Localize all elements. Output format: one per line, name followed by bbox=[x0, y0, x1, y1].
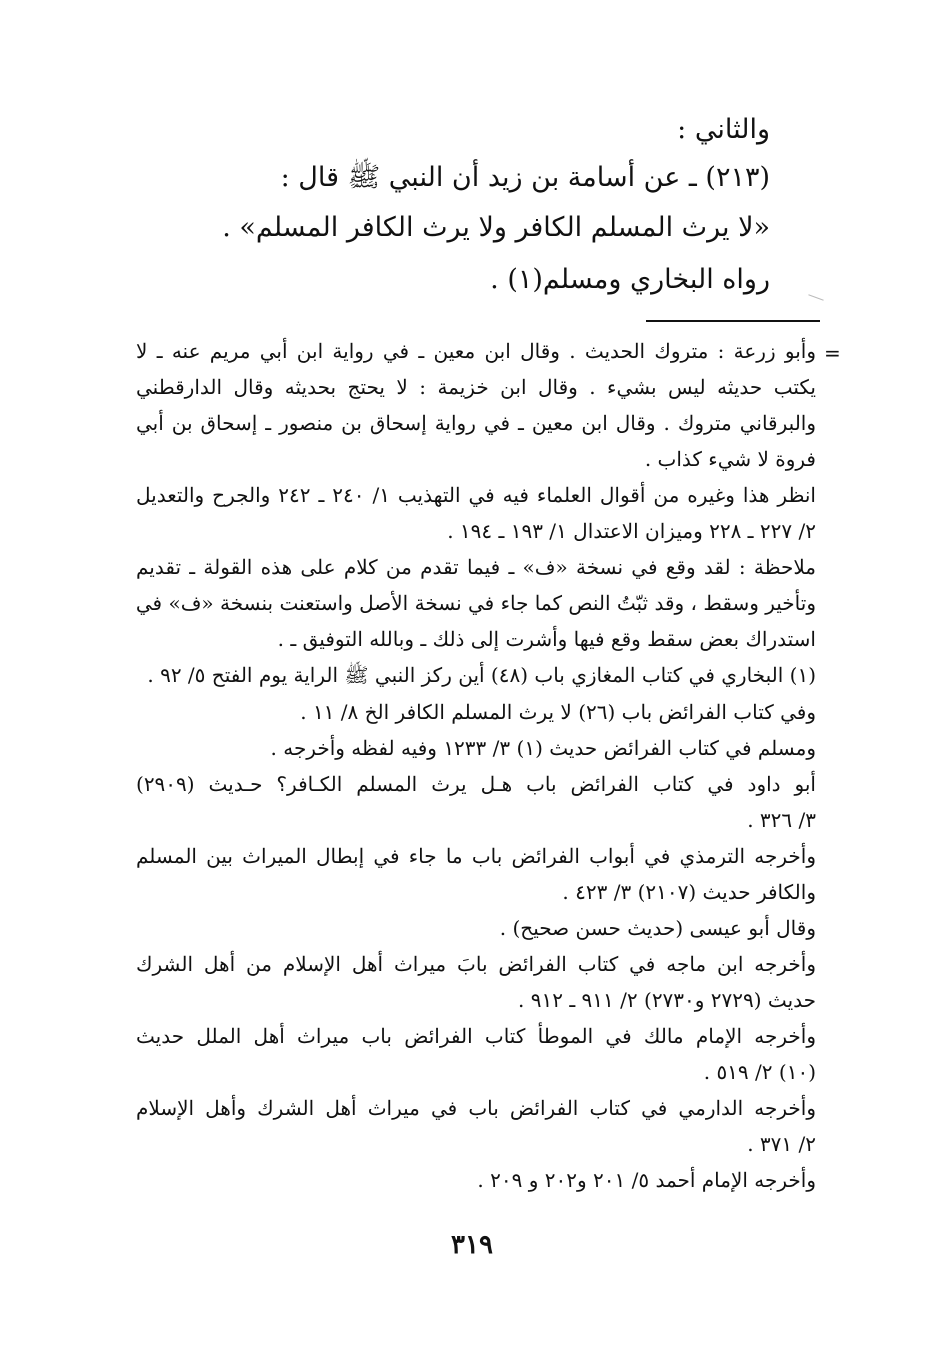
footnote-1-line: حديث (٢٧٢٩ و٢٧٣٠) ٢/ ٩١١ ـ ٩١٢ . bbox=[518, 988, 816, 1012]
section-heading: والثاني : bbox=[677, 114, 770, 145]
footnote-line: ٢/ ٢٢٧ ـ ٢٢٨ وميزان الاعتدال ١/ ١٩٣ ـ ١٩٤ . bbox=[447, 519, 816, 543]
footnote-1-line: وفي كتاب الفرائض باب (٢٦) لا يرث المسلم الكافر الخ ٨/ ١١ . bbox=[300, 700, 816, 724]
footnote-1-line: ٢/ ٣٧١ . bbox=[747, 1132, 816, 1156]
footnote-1-line: وقال أبو عيسى (حديث حسن صحيح) . bbox=[499, 916, 816, 940]
footnote-line: استدراك بعض سقط وقع فيها وأشرت إلى ذلك ـ وبالله التوفيق ـ . bbox=[277, 627, 816, 651]
hadith-text: «لا يرث المسلم الكافر ولا يرث الكافر المسلم» . bbox=[222, 212, 770, 243]
footnote-line: والبرقاني متروك . وقال ابن معين ـ في رواية إسحاق بن منصور ـ إسحاق بن أبي bbox=[136, 411, 816, 435]
footnote-line: انظر هذا وغيره من أقوال العلماء فيه في التهذيب ١/ ٢٤٠ ـ ٢٤٢ والجرح والتعديل bbox=[136, 483, 816, 507]
page-number: ٣١٩ bbox=[451, 1230, 493, 1260]
footnote-line: وتأخير وسقط ، وقد ثبّتُ النص كما جاء في نسخة الأصل واستعنت بنسخة «ف» في bbox=[135, 591, 816, 615]
footnote-1-line: وأخرجه الترمذي في أبواب الفرائض باب ما جاء في إبطال الميراث بين المسلم bbox=[136, 844, 816, 868]
footnote-1-line: ومسلم في كتاب الفرائض حديث (١) ٣/ ١٢٣٣ وفيه لفظه وأخرجه . bbox=[270, 736, 816, 760]
footnote-1-line: وأخرجه ابن ماجه في كتاب الفرائض بابَ ميراث أهل الإسلام من أهل الشرك bbox=[136, 952, 816, 976]
continuation-mark: = bbox=[824, 341, 841, 365]
page-mark bbox=[808, 294, 823, 300]
footnote-divider bbox=[646, 320, 820, 322]
footnote-1-line: وأخرجه الإمام مالك في الموطأ كتاب الفرائض باب ميراث أهل الملل حديث bbox=[136, 1024, 816, 1048]
hadith-intro: (٢١٣) ـ عن أسامة بن زيد أن النبي ﷺ قال : bbox=[280, 162, 770, 193]
footnote-1-line: والكافر حديث (٢١٠٧) ٣/ ٤٢٣ . bbox=[562, 880, 816, 904]
footnote-1-line: (١) البخاري في كتاب المغازي باب (٤٨) أين ركز النبي ﷺ الراية يوم الفتح ٥/ ٩٢ . bbox=[147, 663, 816, 687]
narrator-line: رواه البخاري ومسلم(١) . bbox=[490, 264, 770, 295]
footnote-1-line: وأخرجه الدارمي في كتاب الفرائض باب في ميراث أهل الشرك وأهل الإسلام bbox=[136, 1096, 816, 1120]
footnote-line: فروة لا شيء كذاب . bbox=[644, 447, 816, 471]
footnote-1-line: وأخرجه الإمام أحمد ٥/ ٢٠١ و٢٠٢ و ٢٠٩ . bbox=[477, 1168, 816, 1192]
footnote-1-line: أبو داود في كتاب الفرائض باب هـل يرث المسلم الكـافر؟ حـديث (٢٩٠٩) bbox=[136, 772, 816, 796]
footnote-line: ملاحظة : لقد وقع في نسخة «ف» ـ فيما تقدم من كلام على هذه القولة ـ تقديم bbox=[136, 555, 816, 579]
footnote-line: يكتب حديثه ليس بشيء . وقال ابن خزيمة : لا يحتج بحديثه وقال الدارقطني bbox=[136, 375, 816, 399]
footnote-line: وأبو زرعة : متروك الحديث . وقال ابن معين ـ في رواية ابن أبي مريم عنه ـ لا bbox=[136, 339, 816, 363]
footnote-1-line: ٣/ ٣٢٦ . bbox=[747, 808, 816, 832]
footnote-1-line: (١٠) ٢/ ٥١٩ . bbox=[703, 1060, 816, 1084]
